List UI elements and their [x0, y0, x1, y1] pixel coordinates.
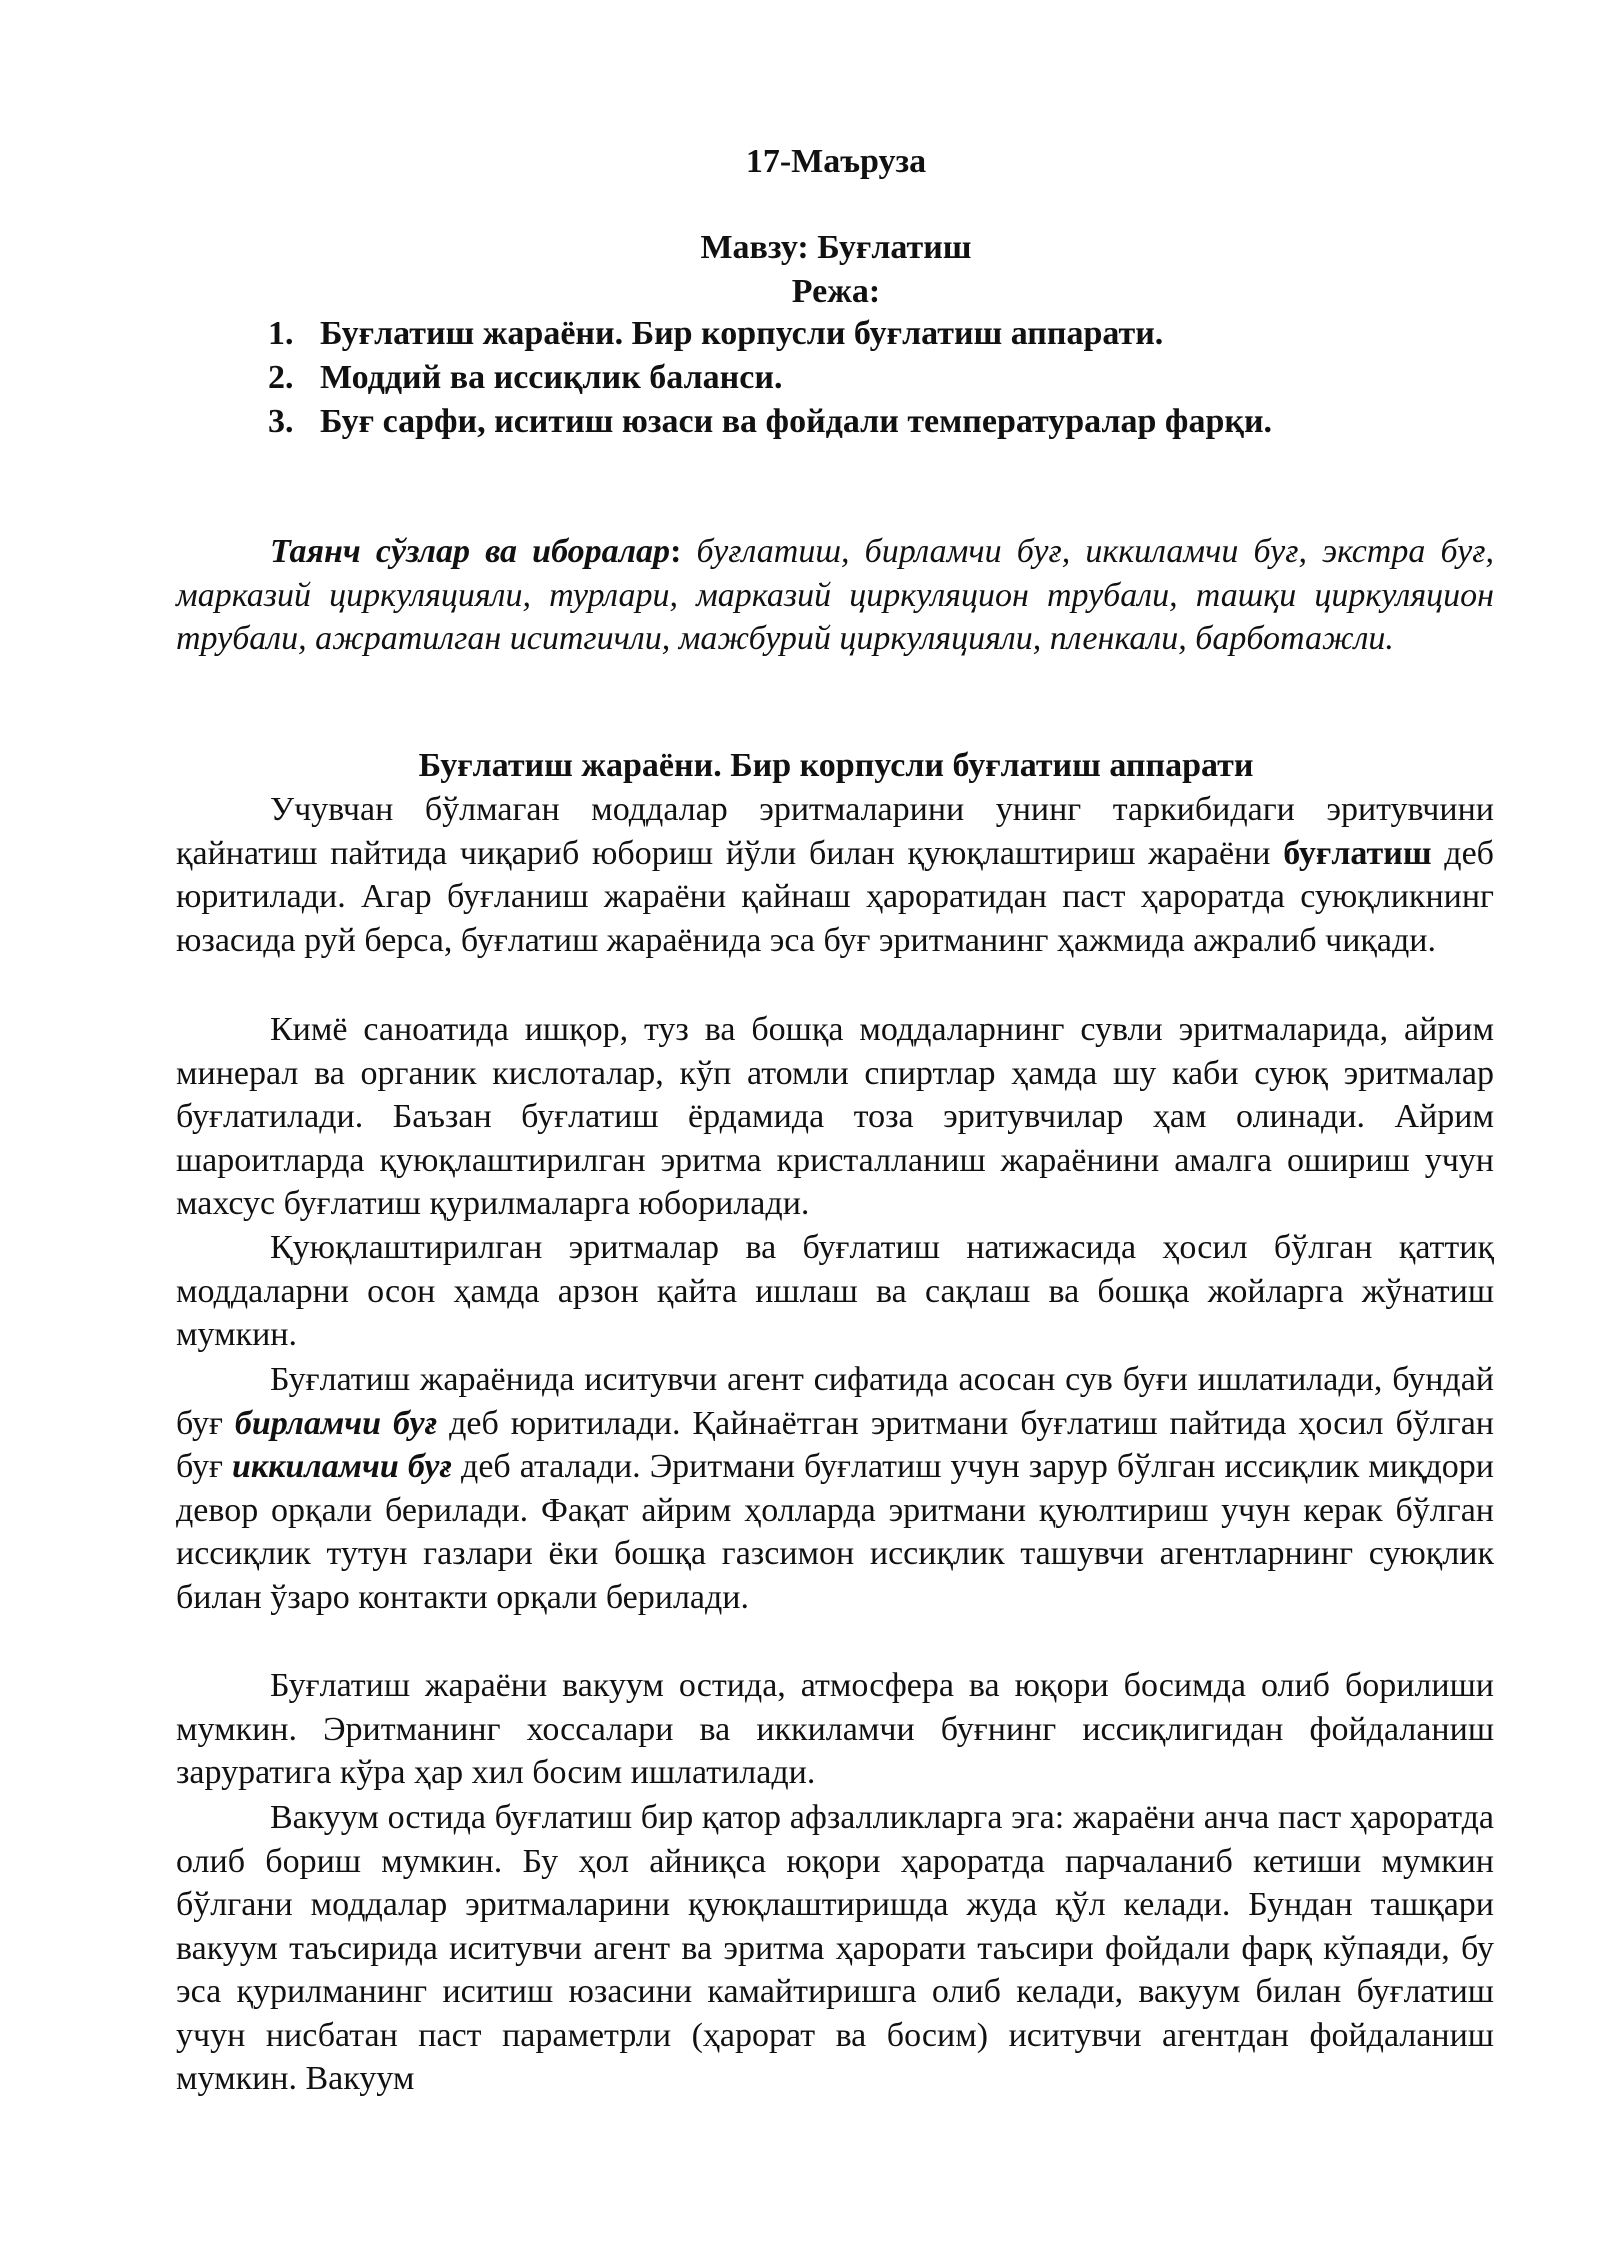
section-heading: Буғлатиш жараёни. Бир корпусли буғлатиш аппарати — [418, 747, 1254, 784]
plan-list — [268, 312, 1568, 444]
plan-item-text: Буғлатиш жараёни. Бир корпусли буғлатиш аппарати. — [320, 315, 1164, 352]
body-paragraph-1 — [176, 788, 1494, 962]
keywords-colon: : — [670, 533, 682, 570]
keywords-text: буғлатиш, бирламчи буғ, иккиламчи буғ, экстра буғ, марказий циркуляцияли, турлари, марказий циркуляцион трубали, ташқи циркуляцион трубали, ажратилган иситгичли, мажбурий циркуляцияли, пленкали, барботажли. — [176, 533, 1494, 657]
plan-item-number: 3. — [268, 403, 294, 440]
text-run: деб аталади. Эритмани буғлатиш учун зарур бўлган иссиқлик миқдори девор орқали берилади. Фақат айрим ҳолларда эритмани қуюлтириш учун керак бўлган иссиқлик тутун газлари ёки бошқа газсимон иссиқлик ташувчи агентларнинг суюқлик билан ўзаро контакти орқали берилади. — [176, 1448, 1494, 1616]
keywords-label: Таянч сўзлар ва иборалар — [270, 533, 671, 570]
body-paragraph-4 — [176, 1358, 1494, 1619]
lecture-number: 17-Маъруза — [745, 143, 927, 180]
text-run: Буғлатиш жараёнида иситувчи агент сифатида асосан сув буғи ишлатилади, бундай буғ — [176, 1361, 1494, 1442]
plan-item — [268, 356, 1568, 400]
plan-item — [268, 312, 1568, 356]
plan-item-text: Моддий ва иссиқлик баланси. — [320, 359, 783, 396]
plan-heading: Режа: — [791, 273, 881, 310]
body-paragraph-5: Буғлатиш жараёни вакуум остида, атмосфера ва юқори босимда олиб борилиши мумкин. Эритманинг хоссалари ва иккиламчи буғнинг иссиқлигидан фойдаланиш заруратига кўра ҳар хил босим ишлатилади. — [176, 1667, 1494, 1791]
topic-title: Мавзу: Буғлатиш — [700, 229, 972, 266]
body-paragraph-6: Вакуум остида буғлатиш бир қатор афзалликларга эга: жараёни анча паст ҳароратда олиб бориш мумкин. Бу ҳол айниқса юқори ҳароратда парчаланиб кетиши мумкин бўлгани моддалар эритмаларини қуюқлаштиришда жуда қўл келади. Бундан ташқари вакуум таъсирида иситувчи агент ва эритма ҳарорати таъсири фойдали фарқ кўпаяди, бу эса қурилманинг иситиш юзасини камайтиришга олиб келади, вакуум билан буғлатиш учун нисбатан паст параметрли (ҳарорат ва босим) иситувчи агентдан фойдаланиш мумкин. Вакуум — [176, 1799, 1494, 2097]
text-run: Учувчан бўлмаган моддалар эритмаларини унинг таркибидаги эритувчини қайнатиш пайтида чиқариб юбориш йўли билан қуюқлаштириш жараёни — [176, 791, 1494, 872]
plan-item — [268, 400, 1568, 444]
keywords-paragraph — [176, 530, 1494, 661]
plan-item-text: Буғ сарфи, иситиш юзаси ва фойдали температуралар фарқи. — [320, 403, 1273, 440]
term-bold: буғлатиш — [1283, 834, 1432, 872]
text-run: деб юритилади. Агар буғланиш жараёни қайнаш ҳароратидан паст ҳароратда суюқликнинг юзасида руй берса, буғлатиш жараёнида эса буғ эритманинг ҳажмида ажралиб чиқади. — [176, 834, 1494, 959]
plan-item-number: 2. — [268, 359, 294, 396]
term-bold-italic: иккиламчи буғ — [232, 1448, 452, 1485]
plan-item-number: 1. — [268, 315, 294, 352]
body-paragraph-2: Кимё саноатида ишқор, туз ва бошқа моддаларнинг сувли эритмаларида, айрим минерал ва органик кислоталар, кўп атомли спиртлар ҳамда шу каби суюқ эритмалар буғлатилади. Баъзан буғлатиш ёрдамида тоза эритувчилар ҳам олинади. Айрим шароитларда қуюқлаштирилган эритма кристалланиш жараёнини амалга ошириш учун махсус буғлатиш қурилмаларга юборилади. — [176, 1011, 1494, 1222]
term-bold-italic: бирламчи буғ — [234, 1404, 438, 1442]
text-run: деб юритилади. Қайнаётган эритмани буғлатиш пайтида ҳосил бўлган буғ — [176, 1404, 1494, 1485]
body-paragraph-3: Қуюқлаштирилган эритмалар ва буғлатиш натижасида ҳосил бўлган қаттиқ моддаларни осон ҳамда арзон қайта ишлаш ва сақлаш ва бошқа жойларга жўнатиш мумкин. — [176, 1229, 1494, 1353]
